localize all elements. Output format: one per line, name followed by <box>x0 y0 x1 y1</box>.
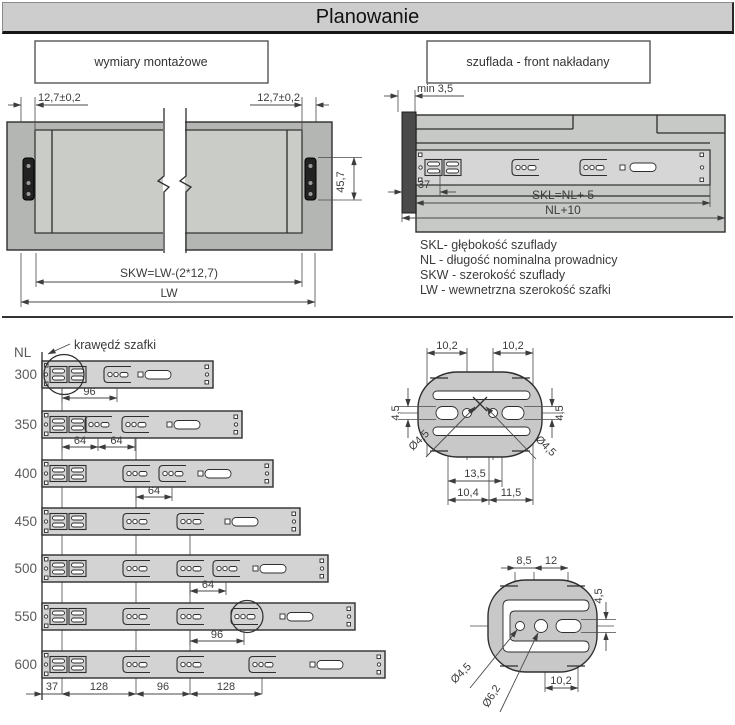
offset-right-dim: 12,7±0,2 <box>257 92 300 104</box>
chain-dim: 128 <box>89 681 109 693</box>
row-length-label: 500 <box>14 561 37 576</box>
top-dim: 10,2 <box>502 340 524 352</box>
chain-dim: 37 <box>45 681 59 693</box>
side-dim: 4,5 <box>390 405 402 421</box>
front-hole-detail <box>390 340 566 505</box>
slide-length-figure <box>14 338 385 700</box>
row-length-label: 300 <box>14 367 37 382</box>
dia-dim: Ø4,5 <box>448 660 474 687</box>
row-dim-label: 96 <box>210 629 224 641</box>
row-dim-label: 96 <box>83 386 96 398</box>
page-title: Planowanie <box>315 5 420 28</box>
rear-hole-detail <box>449 555 616 712</box>
chain-dim: 128 <box>216 681 236 693</box>
dia-dim: Ø4,5 <box>532 433 559 459</box>
slide-rows <box>14 355 385 679</box>
right-slide-section <box>305 158 316 200</box>
slide-row <box>14 355 213 403</box>
screw-hole-large <box>535 620 548 633</box>
row-length-label: 450 <box>14 514 37 529</box>
mid-dim: 13,5 <box>464 468 486 480</box>
slide-rail <box>416 150 710 185</box>
top-dim: 12 <box>544 555 558 567</box>
mounting-label: wymiary montażowe <box>94 55 208 69</box>
skw-formula: SKW=LW-(2*12,7) <box>120 266 218 280</box>
legend-skw: SKW - szerokość szuflady <box>420 268 566 282</box>
slide-height-dim: 45,7 <box>335 171 347 193</box>
cabinet-edge-label: krawędź szafki <box>74 338 156 352</box>
bottom-dim: 10,4 <box>457 487 479 499</box>
slide <box>42 460 273 487</box>
row-dim-label: 64 <box>110 435 123 447</box>
bottom-dim: 10,2 <box>550 675 572 687</box>
screw-hole <box>463 409 472 418</box>
legend-skl: SKL- głębokość szuflady <box>420 238 557 252</box>
row-length-label: 400 <box>14 466 37 481</box>
row-dim-label: 64 <box>201 579 215 591</box>
drawer-label: szuflada - front nakładany <box>466 55 610 69</box>
skl-formula: SKL=NL+ 5 <box>531 188 595 202</box>
drawer-figure <box>384 41 725 297</box>
slide-row <box>14 508 300 535</box>
chain-dim: 96 <box>156 681 170 693</box>
side-dim: 4,5 <box>554 405 566 421</box>
side-dim: 4,5 <box>593 588 605 604</box>
slide <box>42 508 300 535</box>
overlay-front-panel <box>402 112 416 213</box>
legend-lw: LW - wewnetrzna szerokość szafki <box>420 283 611 297</box>
slide-row <box>14 601 355 646</box>
top-dim: 8,5 <box>516 555 532 567</box>
row-dim-label: 64 <box>73 435 87 447</box>
min-gap-dim: min 3,5 <box>417 83 454 95</box>
top-dim: 10,2 <box>436 340 458 352</box>
front-hole-offset-dim: 37 <box>417 179 431 191</box>
slide-row <box>14 555 328 595</box>
bottom-dim: 11,5 <box>500 487 522 499</box>
dia-dim: Ø6,2 <box>480 682 504 710</box>
screw-hole-small <box>516 622 525 631</box>
row-length-label: 600 <box>14 657 37 672</box>
left-slide-section <box>23 158 34 200</box>
dia-dim: Ø4,5 <box>406 427 432 454</box>
lw-label: LW <box>160 286 178 300</box>
row-length-label: 550 <box>14 609 37 624</box>
offset-left-dim: 12,7±0,2 <box>38 92 81 104</box>
slide-row <box>14 460 273 501</box>
row-length-label: 350 <box>14 417 37 432</box>
legend <box>420 238 618 297</box>
bottom-dimension-chain <box>26 681 262 694</box>
mounting-figure <box>7 41 362 307</box>
legend-nl: NL - długość nominalna prowadnicy <box>420 253 618 267</box>
nl-formula: NL+10 <box>545 203 581 217</box>
slide-row <box>14 651 385 678</box>
slide-row <box>14 411 242 451</box>
row-dim-label: 64 <box>147 485 161 497</box>
screw-hole <box>489 409 498 418</box>
nl-column-header: NL <box>14 345 32 360</box>
